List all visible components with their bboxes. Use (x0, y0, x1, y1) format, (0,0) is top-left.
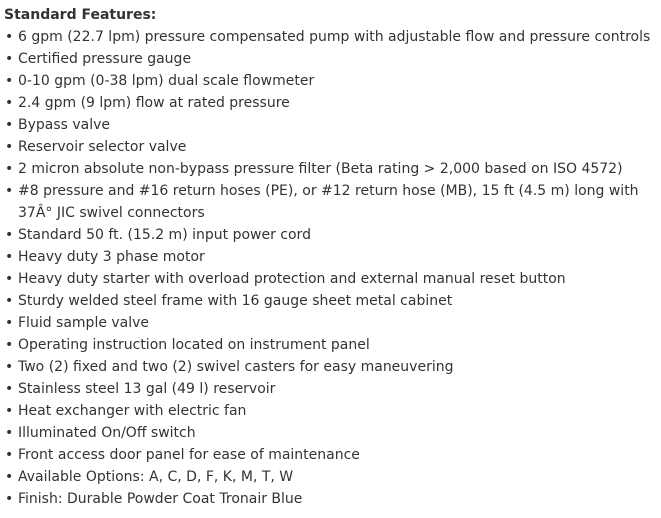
feature-list-item (4, 378, 658, 400)
feature-text: 0-10 gpm (0-38 lpm) dual scale flowmeter (18, 73, 315, 89)
bullet-icon: • (5, 73, 14, 89)
feature-text: 2.4 gpm (9 lpm) flow at rated pressure (18, 95, 290, 111)
feature-text: Available Options: A, C, D, F, K, M, T, W (18, 469, 294, 485)
feature-list-item (4, 290, 658, 312)
bullet-icon: • (5, 271, 14, 287)
bullet-icon: • (5, 249, 14, 265)
bullet-icon: • (5, 183, 14, 199)
feature-list-item (4, 400, 658, 422)
feature-list-item (4, 312, 658, 334)
feature-list-item (4, 158, 658, 180)
feature-text: Heat exchanger with electric fan (18, 403, 247, 419)
bullet-icon: • (5, 29, 14, 45)
feature-list-item (4, 488, 658, 510)
feature-list-item (4, 422, 658, 444)
feature-list-item (4, 92, 658, 114)
feature-list-item (4, 224, 658, 246)
bullet-icon: • (5, 337, 14, 353)
feature-text: 6 gpm (22.7 lpm) pressure compensated pump with adjustable flow and pressure controls (18, 29, 651, 45)
feature-list-item (4, 114, 658, 136)
section-heading: Standard Features: (4, 7, 157, 23)
bullet-icon: • (5, 227, 14, 243)
bullet-icon: • (5, 139, 14, 155)
bullet-icon: • (5, 403, 14, 419)
bullet-icon: • (5, 95, 14, 111)
feature-text: Two (2) fixed and two (2) swivel casters for easy maneuvering (18, 359, 454, 375)
feature-text: Fluid sample valve (18, 315, 150, 331)
feature-text: #8 pressure and #16 return hoses (PE), or #12 return hose (MB), 15 ft (4.5 m) long with 37Â° JIC swivel connectors (18, 183, 639, 221)
feature-list (4, 26, 661, 510)
feature-text: Standard 50 ft. (15.2 m) input power cord (18, 227, 311, 243)
feature-list-item (4, 26, 658, 48)
feature-text: Heavy duty 3 phase motor (18, 249, 205, 265)
feature-text: 2 micron absolute non-bypass pressure filter (Beta rating > 2,000 based on ISO 4572) (18, 161, 623, 177)
feature-text: Finish: Durable Powder Coat Tronair Blue (18, 491, 303, 507)
bullet-icon: • (5, 117, 14, 133)
bullet-icon: • (5, 447, 14, 463)
feature-list-item (4, 268, 658, 290)
feature-list-item (4, 444, 658, 466)
feature-list-item (4, 334, 658, 356)
bullet-icon: • (5, 381, 14, 397)
feature-text: Certified pressure gauge (18, 51, 192, 67)
feature-text: Reservoir selector valve (18, 139, 187, 155)
feature-list-item (4, 180, 658, 224)
feature-text: Operating instruction located on instrument panel (18, 337, 370, 353)
feature-text: Bypass valve (18, 117, 111, 133)
feature-text: Stainless steel 13 gal (49 l) reservoir (18, 381, 276, 397)
bullet-icon: • (5, 51, 14, 67)
bullet-icon: • (5, 315, 14, 331)
feature-list-item (4, 246, 658, 268)
feature-list-item (4, 136, 658, 158)
bullet-icon: • (5, 161, 14, 177)
feature-text: Illuminated On/Off switch (18, 425, 196, 441)
feature-list-item (4, 466, 658, 488)
feature-list-item (4, 356, 658, 378)
bullet-icon: • (5, 293, 14, 309)
feature-list-item (4, 48, 658, 70)
feature-text: Sturdy welded steel frame with 16 gauge sheet metal cabinet (18, 293, 453, 309)
feature-list-item (4, 70, 658, 92)
feature-text: Front access door panel for ease of maintenance (18, 447, 360, 463)
feature-text: Heavy duty starter with overload protection and external manual reset button (18, 271, 566, 287)
bullet-icon: • (5, 469, 14, 485)
bullet-icon: • (5, 491, 14, 507)
bullet-icon: • (5, 359, 14, 375)
bullet-icon: • (5, 425, 14, 441)
